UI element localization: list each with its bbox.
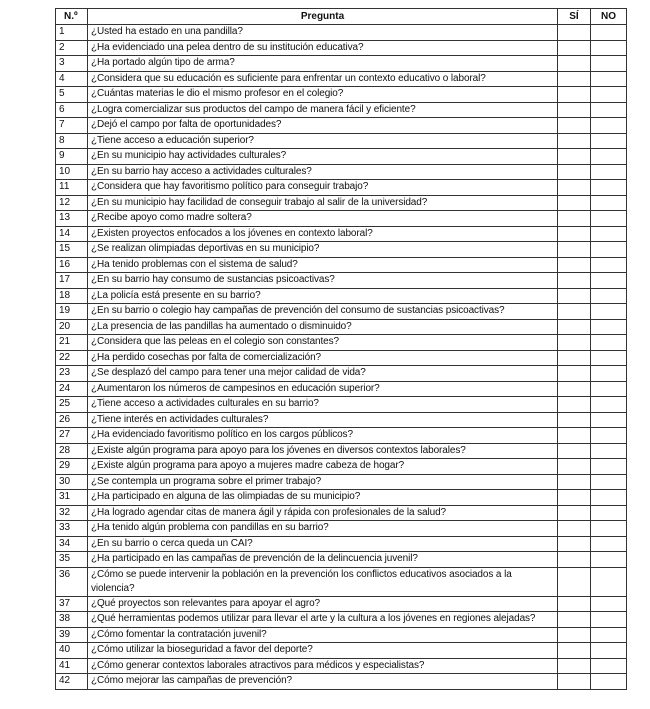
question-text: ¿Considera que las peleas en el colegio son constantes?: [88, 335, 558, 351]
answer-no-cell[interactable]: [591, 226, 627, 242]
answer-no-cell[interactable]: [591, 521, 627, 537]
answer-si-cell[interactable]: [558, 242, 591, 258]
question-text: ¿Cómo fomentar la contratación juvenil?: [88, 627, 558, 643]
answer-no-cell[interactable]: [591, 366, 627, 382]
table-row: [56, 490, 627, 506]
question-text: ¿Existe algún programa para apoyo para los jóvenes en diversos contextos laborales?: [88, 443, 558, 459]
answer-no-cell[interactable]: [591, 25, 627, 41]
answer-no-cell[interactable]: [591, 412, 627, 428]
answer-no-cell[interactable]: [591, 536, 627, 552]
answer-si-cell[interactable]: [558, 71, 591, 87]
answer-si-cell[interactable]: [558, 25, 591, 41]
answer-si-cell[interactable]: [558, 459, 591, 475]
question-number: 19: [56, 304, 88, 320]
answer-no-cell[interactable]: [591, 658, 627, 674]
table-row: [56, 443, 627, 459]
question-number: 28: [56, 443, 88, 459]
table-row: [56, 211, 627, 227]
answer-si-cell[interactable]: [558, 567, 591, 596]
question-text: ¿Considera que su educación es suficiente para enfrentar un contexto educativo o laboral?: [88, 71, 558, 87]
question-text: ¿Existen proyectos enfocados a los jóvenes en contexto laboral?: [88, 226, 558, 242]
question-number: 3: [56, 56, 88, 72]
question-number: 32: [56, 505, 88, 521]
answer-no-cell[interactable]: [591, 627, 627, 643]
table-row: [56, 552, 627, 568]
table-row: [56, 40, 627, 56]
table-row: [56, 25, 627, 41]
table-row: [56, 71, 627, 87]
answer-no-cell[interactable]: [591, 118, 627, 134]
table-row: [56, 87, 627, 103]
question-text: ¿En su barrio o cerca queda un CAI?: [88, 536, 558, 552]
answer-si-cell[interactable]: [558, 195, 591, 211]
answer-si-cell[interactable]: [558, 443, 591, 459]
question-number: 41: [56, 658, 88, 674]
answer-si-cell[interactable]: [558, 149, 591, 165]
question-text: ¿Qué proyectos son relevantes para apoyar el agro?: [88, 596, 558, 612]
question-number: 29: [56, 459, 88, 475]
survey-table: [55, 8, 627, 690]
question-text: ¿En su barrio hay consumo de sustancias psicoactivas?: [88, 273, 558, 289]
answer-no-cell[interactable]: [591, 397, 627, 413]
answer-si-cell[interactable]: [558, 102, 591, 118]
answer-si-cell[interactable]: [558, 674, 591, 690]
answer-no-cell[interactable]: [591, 288, 627, 304]
answer-si-cell[interactable]: [558, 40, 591, 56]
table-row: [56, 474, 627, 490]
question-text: ¿Usted ha estado en una pandilla?: [88, 25, 558, 41]
answer-si-cell[interactable]: [558, 596, 591, 612]
answer-si-cell[interactable]: [558, 627, 591, 643]
question-number: 2: [56, 40, 88, 56]
question-number: 36: [56, 567, 88, 596]
question-number: 20: [56, 319, 88, 335]
table-row: [56, 596, 627, 612]
answer-no-cell[interactable]: [591, 381, 627, 397]
question-number: 37: [56, 596, 88, 612]
table-row: [56, 674, 627, 690]
table-body: [56, 25, 627, 690]
question-number: 4: [56, 71, 88, 87]
answer-no-cell[interactable]: [591, 304, 627, 320]
table-row: [56, 133, 627, 149]
question-number: 8: [56, 133, 88, 149]
question-text: ¿La policía está presente en su barrio?: [88, 288, 558, 304]
header-no: NO: [591, 9, 627, 25]
answer-no-cell[interactable]: [591, 56, 627, 72]
question-number: 6: [56, 102, 88, 118]
question-number: 33: [56, 521, 88, 537]
question-number: 12: [56, 195, 88, 211]
question-text: ¿Ha tenido problemas con el sistema de salud?: [88, 257, 558, 273]
answer-no-cell[interactable]: [591, 195, 627, 211]
answer-no-cell[interactable]: [591, 612, 627, 628]
answer-si-cell[interactable]: [558, 474, 591, 490]
answer-si-cell[interactable]: [558, 521, 591, 537]
table-row: [56, 288, 627, 304]
table-row: [56, 118, 627, 134]
answer-si-cell[interactable]: [558, 273, 591, 289]
question-text: ¿Ha logrado agendar citas de manera ágil y rápida con profesionales de la salud?: [88, 505, 558, 521]
answer-no-cell[interactable]: [591, 149, 627, 165]
question-number: 27: [56, 428, 88, 444]
table-row: [56, 459, 627, 475]
question-number: 31: [56, 490, 88, 506]
question-number: 5: [56, 87, 88, 103]
question-text: ¿Logra comercializar sus productos del campo de manera fácil y eficiente?: [88, 102, 558, 118]
question-text: ¿En su municipio hay facilidad de conseguir trabajo al salir de la universidad?: [88, 195, 558, 211]
answer-si-cell[interactable]: [558, 612, 591, 628]
question-number: 7: [56, 118, 88, 134]
question-text: ¿Ha evidenciado favoritismo político en los cargos públicos?: [88, 428, 558, 444]
answer-si-cell[interactable]: [558, 304, 591, 320]
answer-no-cell[interactable]: [591, 459, 627, 475]
answer-si-cell[interactable]: [558, 643, 591, 659]
answer-no-cell[interactable]: [591, 319, 627, 335]
question-text: ¿Recibe apoyo como madre soltera?: [88, 211, 558, 227]
table-row: [56, 521, 627, 537]
table-row: [56, 381, 627, 397]
question-text: ¿En su municipio hay actividades culturales?: [88, 149, 558, 165]
answer-si-cell[interactable]: [558, 164, 591, 180]
answer-si-cell[interactable]: [558, 490, 591, 506]
question-number: 9: [56, 149, 88, 165]
question-number: 22: [56, 350, 88, 366]
question-text: ¿Ha tenido algún problema con pandillas en su barrio?: [88, 521, 558, 537]
question-text: ¿En su barrio o colegio hay campañas de prevención del consumo de sustancias psicoactivas?: [88, 304, 558, 320]
question-number: 10: [56, 164, 88, 180]
table-row: [56, 643, 627, 659]
question-number: 30: [56, 474, 88, 490]
answer-no-cell[interactable]: [591, 40, 627, 56]
table-row: [56, 149, 627, 165]
table-row: [56, 567, 627, 596]
question-number: 26: [56, 412, 88, 428]
question-text: ¿Existe algún programa para apoyo a mujeres madre cabeza de hogar?: [88, 459, 558, 475]
answer-si-cell[interactable]: [558, 257, 591, 273]
question-text: ¿En su barrio hay acceso a actividades culturales?: [88, 164, 558, 180]
question-text: ¿Qué herramientas podemos utilizar para llevar el arte y la cultura a los jóvenes en regiones alejadas?: [88, 612, 558, 628]
answer-si-cell[interactable]: [558, 226, 591, 242]
question-text: ¿Ha portado algún tipo de arma?: [88, 56, 558, 72]
table-row: [56, 412, 627, 428]
table-row: [56, 350, 627, 366]
table-row: [56, 304, 627, 320]
answer-no-cell[interactable]: [591, 102, 627, 118]
table-row: [56, 627, 627, 643]
answer-si-cell[interactable]: [558, 288, 591, 304]
answer-si-cell[interactable]: [558, 536, 591, 552]
answer-no-cell[interactable]: [591, 596, 627, 612]
table-row: [56, 56, 627, 72]
question-number: 11: [56, 180, 88, 196]
answer-si-cell[interactable]: [558, 350, 591, 366]
question-text: ¿Aumentaron los números de campesinos en educación superior?: [88, 381, 558, 397]
question-text: ¿La presencia de las pandillas ha aumentado o disminuido?: [88, 319, 558, 335]
question-text: ¿Cómo mejorar las campañas de prevención?: [88, 674, 558, 690]
answer-no-cell[interactable]: [591, 257, 627, 273]
header-question: Pregunta: [88, 9, 558, 25]
question-text: ¿Cómo se puede intervenir la población en la prevención los conflictos educativos asociados a la violencia?: [88, 567, 558, 596]
question-number: 21: [56, 335, 88, 351]
question-number: 14: [56, 226, 88, 242]
table-row: [56, 397, 627, 413]
header-si: SÍ: [558, 9, 591, 25]
table-row: [56, 335, 627, 351]
answer-si-cell[interactable]: [558, 412, 591, 428]
answer-no-cell[interactable]: [591, 180, 627, 196]
answer-no-cell[interactable]: [591, 643, 627, 659]
question-number: 16: [56, 257, 88, 273]
answer-no-cell[interactable]: [591, 674, 627, 690]
question-number: 34: [56, 536, 88, 552]
table-row: [56, 257, 627, 273]
answer-no-cell[interactable]: [591, 443, 627, 459]
answer-no-cell[interactable]: [591, 211, 627, 227]
answer-si-cell[interactable]: [558, 381, 591, 397]
question-number: 35: [56, 552, 88, 568]
question-text: ¿Ha participado en alguna de las olimpiadas de su municipio?: [88, 490, 558, 506]
answer-si-cell[interactable]: [558, 319, 591, 335]
answer-si-cell[interactable]: [558, 397, 591, 413]
answer-si-cell[interactable]: [558, 87, 591, 103]
answer-si-cell[interactable]: [558, 552, 591, 568]
answer-si-cell[interactable]: [558, 658, 591, 674]
question-text: ¿Ha participado en las campañas de prevención de la delincuencia juvenil?: [88, 552, 558, 568]
table-row: [56, 428, 627, 444]
question-number: 17: [56, 273, 88, 289]
question-number: 40: [56, 643, 88, 659]
question-text: ¿Tiene acceso a educación superior?: [88, 133, 558, 149]
question-text: ¿Ha evidenciado una pelea dentro de su institución educativa?: [88, 40, 558, 56]
answer-no-cell[interactable]: [591, 350, 627, 366]
question-number: 15: [56, 242, 88, 258]
table-row: [56, 102, 627, 118]
question-text: ¿Se realizan olimpiadas deportivas en su municipio?: [88, 242, 558, 258]
answer-no-cell[interactable]: [591, 552, 627, 568]
survey-table-container: [55, 8, 626, 690]
question-text: ¿Tiene acceso a actividades culturales en su barrio?: [88, 397, 558, 413]
answer-no-cell[interactable]: [591, 490, 627, 506]
answer-no-cell[interactable]: [591, 242, 627, 258]
question-number: 23: [56, 366, 88, 382]
table-row: [56, 180, 627, 196]
answer-si-cell[interactable]: [558, 133, 591, 149]
question-text: ¿Se desplazó del campo para tener una mejor calidad de vida?: [88, 366, 558, 382]
question-text: ¿Cómo generar contextos laborales atractivos para médicos y especialistas?: [88, 658, 558, 674]
question-number: 1: [56, 25, 88, 41]
answer-no-cell[interactable]: [591, 567, 627, 596]
question-text: ¿Se contempla un programa sobre el primer trabajo?: [88, 474, 558, 490]
question-text: ¿Dejó el campo por falta de oportunidades?: [88, 118, 558, 134]
table-row: [56, 658, 627, 674]
question-number: 18: [56, 288, 88, 304]
table-row: [56, 226, 627, 242]
answer-si-cell[interactable]: [558, 118, 591, 134]
question-text: ¿Cuántas materias le dio el mismo profesor en el colegio?: [88, 87, 558, 103]
table-row: [56, 536, 627, 552]
answer-si-cell[interactable]: [558, 180, 591, 196]
answer-no-cell[interactable]: [591, 474, 627, 490]
header-number: N.º: [56, 9, 88, 25]
question-text: ¿Ha perdido cosechas por falta de comercialización?: [88, 350, 558, 366]
table-row: [56, 164, 627, 180]
table-row: [56, 366, 627, 382]
answer-si-cell[interactable]: [558, 335, 591, 351]
answer-no-cell[interactable]: [591, 335, 627, 351]
answer-si-cell[interactable]: [558, 211, 591, 227]
question-number: 13: [56, 211, 88, 227]
table-row: [56, 273, 627, 289]
question-number: 42: [56, 674, 88, 690]
question-text: ¿Cómo utilizar la bioseguridad a favor del deporte?: [88, 643, 558, 659]
answer-no-cell[interactable]: [591, 273, 627, 289]
answer-si-cell[interactable]: [558, 428, 591, 444]
answer-si-cell[interactable]: [558, 505, 591, 521]
answer-no-cell[interactable]: [591, 71, 627, 87]
table-row: [56, 319, 627, 335]
question-text: ¿Considera que hay favoritismo político para conseguir trabajo?: [88, 180, 558, 196]
table-row: [56, 612, 627, 628]
question-text: ¿Tiene interés en actividades culturales?: [88, 412, 558, 428]
answer-si-cell[interactable]: [558, 56, 591, 72]
table-row: [56, 195, 627, 211]
table-row: [56, 505, 627, 521]
question-number: 24: [56, 381, 88, 397]
table-header-row: [56, 9, 627, 25]
question-number: 25: [56, 397, 88, 413]
answer-no-cell[interactable]: [591, 428, 627, 444]
answer-no-cell[interactable]: [591, 164, 627, 180]
table-row: [56, 242, 627, 258]
answer-no-cell[interactable]: [591, 505, 627, 521]
question-number: 38: [56, 612, 88, 628]
answer-si-cell[interactable]: [558, 366, 591, 382]
answer-no-cell[interactable]: [591, 133, 627, 149]
question-number: 39: [56, 627, 88, 643]
answer-no-cell[interactable]: [591, 87, 627, 103]
